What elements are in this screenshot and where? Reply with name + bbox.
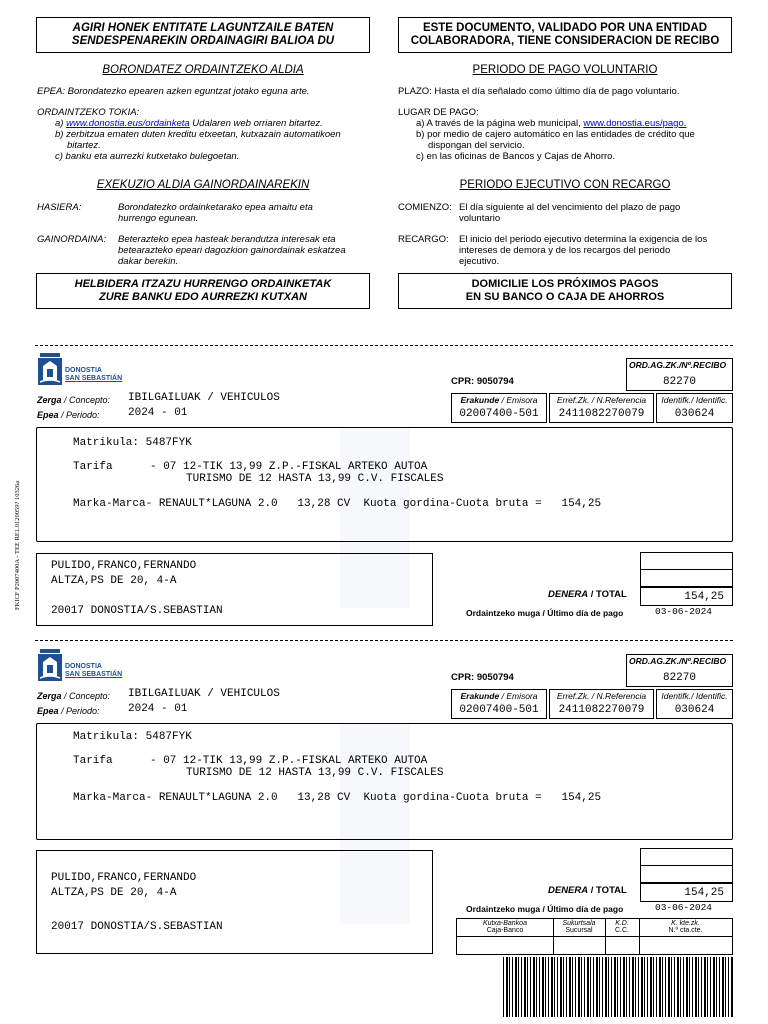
periodo-value: 2024 - 01: [128, 703, 188, 715]
matrikula-text: Matrikula: 5487FYK: [73, 731, 192, 743]
identific-value: 030624: [674, 704, 715, 716]
lugar-a: a) A través de la página web municipal, www.donostia.eus/pago.: [416, 117, 687, 129]
ord-value: 82270: [662, 672, 696, 684]
taxpayer-city: 20017 DONOSTIA/S.SEBASTIAN: [51, 605, 223, 617]
referencia-value: 2411082270079: [558, 408, 645, 420]
due-value: 03-06-2024: [655, 902, 713, 913]
emisora-value: 02007400-501: [459, 704, 539, 716]
emisora-value: 02007400-501: [459, 408, 539, 420]
domicile-basque-line2: ZURE BANKU EDO AURREZKI KUTXAN: [99, 291, 307, 303]
taxpayer-name: PULIDO,FRANCO,FERNANDO: [51, 872, 197, 884]
tokia-title: ORDAINTZEKO TOKIA:: [37, 107, 140, 118]
taxpayer-name: PULIDO,FRANCO,FERNANDO: [51, 560, 197, 572]
domicile-spanish-line1: DOMICILIE LOS PRÓXIMOS PAGOS: [471, 278, 659, 291]
total-value: 154,25: [684, 591, 724, 603]
epea-text: EPEA: Borondatezko epearen azken eguntzat jotako eguna arte.: [37, 86, 310, 97]
marka-text: Marka-Marca- RENAULT*LAGUNA 2.0 13,28 CV Kuota gordina-Cuota bruta = 154,25: [73, 498, 602, 510]
hasiera-text: Borondatezko ordainketarako epea amaitu eta hurrengo egunean.: [118, 202, 313, 224]
tokia-c: c) banku eta aurrezki kutxetako bulegoetan.: [55, 150, 240, 162]
executive-title-basque: EXEKUZIO ALDIA GAINORDAINAREKIN: [96, 179, 310, 191]
donostia-logo: [37, 648, 127, 686]
matrikula-text: Matrikula: 5487FYK: [73, 437, 192, 449]
domicile-spanish-line2: EN SU BANCO O CAJA DE AHORROS: [465, 291, 665, 303]
pago-link[interactable]: www.donostia.eus/pago.: [583, 117, 687, 129]
referencia-value: 2411082270079: [558, 704, 645, 716]
bank-col-cc: K.D. C.C.: [615, 920, 629, 935]
recargo-text: El inicio del periodo ejecutivo determina la exigencia de los intereses de demora y de los recargos del periodo ejecutivo.: [459, 234, 708, 267]
taxpayer-city: 20017 DONOSTIA/S.SEBASTIAN: [51, 921, 223, 933]
taxpayer-address: ALTZA,PS DE 20, 4-A: [51, 887, 177, 899]
logo-text-2: SAN SEBASTIÁN: [65, 374, 123, 382]
due-label: Ordaintzeko muga / Último día de pago: [466, 904, 624, 914]
total-box: [640, 883, 733, 902]
ord-label: ORD.AG.ZK./Nº.RECIBO: [629, 360, 727, 370]
referencia-cell: Erref.Zk. / N.Referencia 2411082270079: [549, 689, 654, 719]
header-basque-line2: SENDESPENAREKIN ORDAINAGIRI BALIOA DU: [71, 35, 335, 47]
concepto-label: Zerga / Concepto:: [37, 395, 111, 405]
emisora-cell: Erakunde / Emisora 02007400-501: [451, 689, 547, 719]
periodo-value: 2024 - 01: [128, 407, 188, 419]
tarifa-line1: - 07 12-TIK 13,99 Z.P.-FISKAL ARTEKO AUTOA: [150, 461, 428, 473]
concepto-value: IBILGAILUAK / VEHICULOS: [128, 392, 280, 404]
header-spanish-line1: ESTE DOCUMENTO, VALIDADO POR UNA ENTIDAD: [422, 21, 708, 34]
lugar-b: b) por medio de cajero automático en las entidades de crédito que: [416, 128, 695, 140]
receipt-copy-2: [0, 296, 768, 1024]
header-basque-line1: AGIRI HONEK ENTITATE LAGUNTZAILE BATEN: [72, 21, 334, 34]
ord-label: ORD.AG.ZK./Nº.RECIBO: [629, 656, 727, 666]
hasiera-label: HASIERA:: [37, 202, 82, 213]
bank-col-caja: Kutxa-Bankoa Caja-Banco: [483, 920, 527, 935]
bank-col-sucursal: Sukurtsala Sucursal: [562, 920, 596, 935]
periodo-label: Epea / Periodo:: [37, 410, 100, 420]
ord-value: 82270: [662, 376, 696, 388]
plazo-text: PLAZO: Hasta el día señalado como último día de pago voluntario.: [398, 86, 680, 97]
concepto-label: Zerga / Concepto:: [37, 691, 111, 701]
side-code-text: FKICF P2007400A - TEE RE1.0120059? 10326a: [14, 480, 21, 610]
gainordaina-text: Beterazteko epea hasteak berandutza interesak eta betearazteko epeari dagozkion gainordainak eskatzea dakar berekin.: [118, 234, 346, 267]
ord-box: [626, 654, 733, 687]
tarifa-line2: TURISMO DE 12 HASTA 13,99 C.V. FISCALES: [186, 473, 444, 485]
due-value: 03-06-2024: [655, 606, 713, 617]
tokia-b: b) zerbitzua ematen duten kreditu etxeetan, kutxazain automatikoen: [55, 128, 341, 140]
taxpayer-address: ALTZA,PS DE 20, 4-A: [51, 575, 177, 587]
comienzo-text: El día siguiente al del vencimiento del plazo de pago voluntario: [459, 202, 681, 224]
lugar-c: c) en las oficinas de Bancos y Cajas de Ahorro.: [416, 150, 616, 162]
referencia-cell: Erref.Zk. / N.Referencia 2411082270079: [549, 393, 654, 423]
bank-table: [456, 918, 733, 955]
domicile-basque-line1: HELBIDERA ITZAZU HURRENGO ORDAINKETAK: [74, 278, 332, 291]
cpr-label: CPR: 9050794: [451, 672, 514, 683]
due-label: Ordaintzeko muga / Último día de pago: [466, 608, 624, 618]
voluntary-title-spanish: PERIODO DE PAGO VOLUNTARIO: [472, 64, 658, 76]
voluntary-title-basque: BORONDATEZ ORDAINTZEKO ALDIA: [102, 64, 304, 76]
tokia-b2: bitartez.: [67, 139, 101, 151]
detail-box: [36, 723, 733, 840]
bank-col-cuenta: K. kte.zk. N.º cta.cte.: [668, 920, 703, 935]
total-label: DENERA / TOTAL: [548, 885, 627, 896]
marka-text: Marka-Marca- RENAULT*LAGUNA 2.0 13,28 CV Kuota gordina-Cuota bruta = 154,25: [73, 792, 602, 804]
periodo-label: Epea / Periodo:: [37, 706, 100, 716]
logo-text-1: DONOSTIA: [65, 367, 102, 374]
concepto-value: IBILGAILUAK / VEHICULOS: [128, 688, 280, 700]
lugar-b2: dispongan del servicio.: [428, 139, 525, 151]
gainordaina-label: GAINORDAINA:: [37, 234, 107, 245]
total-value: 154,25: [684, 887, 724, 899]
city-shield-icon: [37, 648, 63, 682]
executive-title-spanish: PERIODO EJECUTIVO CON RECARGO: [459, 179, 671, 191]
blank-cell-1: [640, 848, 733, 866]
identific-value: 030624: [674, 408, 715, 420]
ordainketa-link[interactable]: www.donostia.eus/ordainketa: [66, 117, 190, 129]
address-box: [36, 850, 433, 954]
emisora-cell: Erakunde / Emisora 02007400-501: [451, 393, 547, 423]
total-label: DENERA / TOTAL: [548, 589, 627, 600]
tarifa-label: Tarifa: [73, 461, 113, 473]
tokia-a: a) www.donostia.eus/ordainketa Udalaren web orriaren bitartez.: [55, 117, 323, 129]
tarifa-label: Tarifa: [73, 755, 113, 767]
header-spanish-line2: COLABORADORA, TIENE CONSIDERACION DE RECIBO: [410, 35, 720, 47]
tarifa-line1: - 07 12-TIK 13,99 Z.P.-FISKAL ARTEKO AUTOA: [150, 755, 428, 767]
barcode: [503, 957, 733, 1017]
lugar-title: LUGAR DE PAGO:: [398, 107, 479, 118]
tarifa-line2: TURISMO DE 12 HASTA 13,99 C.V. FISCALES: [186, 767, 444, 779]
logo-text-2: SAN SEBASTIÁN: [65, 670, 123, 678]
blank-cell-2: [640, 865, 733, 883]
logo-text-1: DONOSTIA: [65, 663, 102, 670]
cpr-label: CPR: 9050794: [451, 376, 514, 387]
identific-cell: Identifk./ Identific. 030624: [656, 689, 733, 719]
comienzo-label: COMIENZO:: [398, 202, 452, 213]
identific-cell: Identifk./ Identific. 030624: [656, 393, 733, 423]
recargo-label: RECARGO:: [398, 234, 449, 245]
